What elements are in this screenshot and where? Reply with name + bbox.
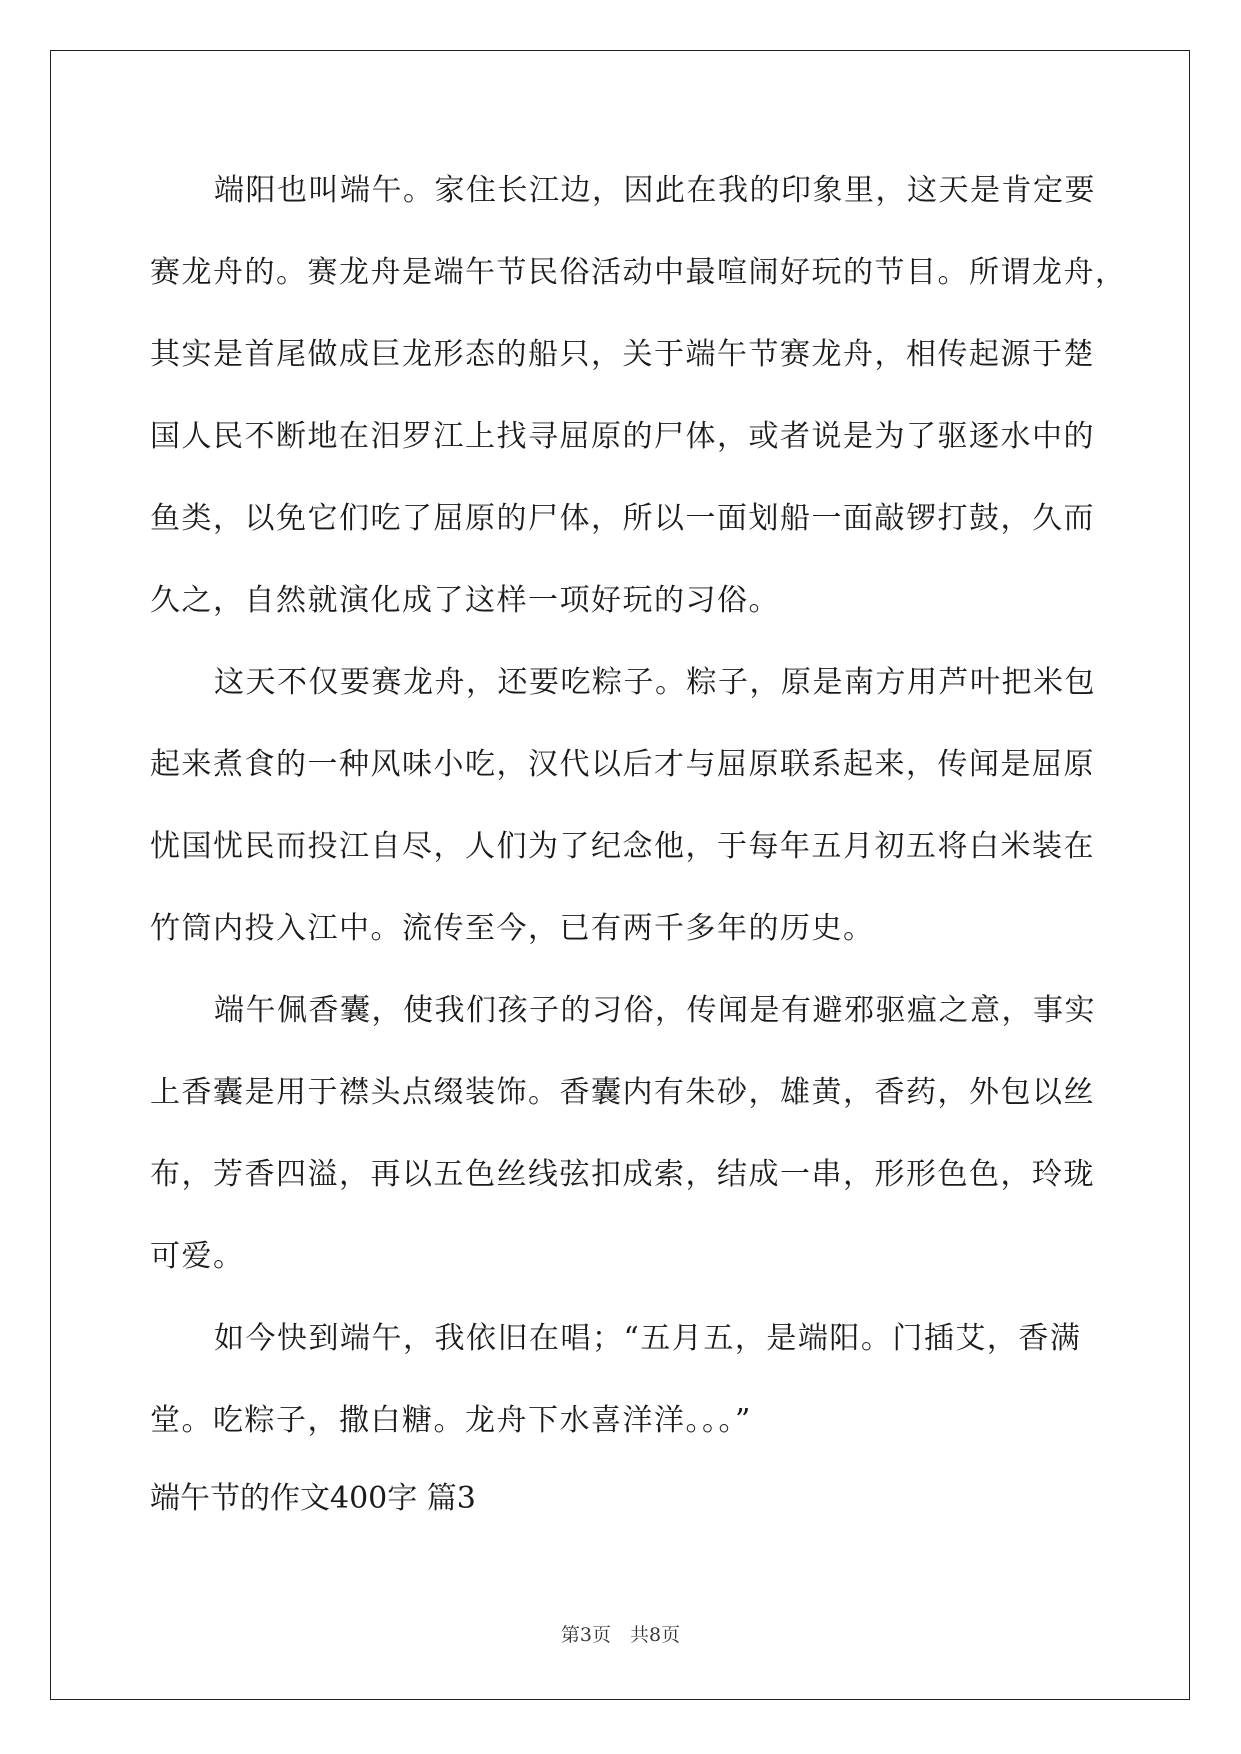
page-number-footer: 第3页 共8页 <box>560 1624 681 1646</box>
body-line: 起来煮食的一种风味小吃，汉代以后才与屈原联系起来，传闻是屈原 <box>150 747 1095 782</box>
body-line: 布，芳香四溢，再以五色丝线弦扣成索，结成一串，形形色色，玲珑 <box>150 1157 1095 1192</box>
body-line: 上香囊是用于襟头点缀装饰。香囊内有朱砂，雄黄，香药，外包以丝 <box>150 1075 1095 1110</box>
body-line: 忧国忧民而投江自尽，人们为了纪念他，于每年五月初五将白米装在 <box>150 829 1095 864</box>
body-line: 其实是首尾做成巨龙形态的船只，关于端午节赛龙舟，相传起源于楚 <box>150 337 1095 372</box>
body-line: 久之，自然就演化成了这样一项好玩的习俗。 <box>150 583 780 618</box>
body-line: 如今快到端午，我依旧在唱；“五月五，是端阳。门插艾，香满 <box>214 1321 1082 1356</box>
body-line: 赛龙舟的。赛龙舟是端午节民俗活动中最喧闹好玩的节目。所谓龙舟， <box>150 255 1127 290</box>
body-line: 竹筒内投入江中。流传至今，已有两千多年的历史。 <box>150 911 875 946</box>
body-line: 端阳也叫端午。家住长江边，因此在我的印象里，这天是肯定要 <box>214 173 1096 208</box>
body-line: 国人民不断地在汨罗江上找寻屈原的尸体，或者说是为了驱逐水中的 <box>150 419 1095 454</box>
body-line: 端午佩香囊，使我们孩子的习俗，传闻是有避邪驱瘟之意，事实 <box>214 993 1096 1028</box>
section-heading: 端午节的作文400字 篇3 <box>150 1481 476 1516</box>
body-line: 鱼类，以免它们吃了屈原的尸体，所以一面划船一面敲锣打鼓，久而 <box>150 501 1095 536</box>
body-line: 堂。吃粽子，撒白糖。龙舟下水喜洋洋。。。” <box>150 1403 752 1438</box>
body-line: 这天不仅要赛龙舟，还要吃粽子。粽子，原是南方用芦叶把米包 <box>214 665 1096 700</box>
body-line: 可爱。 <box>150 1239 245 1274</box>
